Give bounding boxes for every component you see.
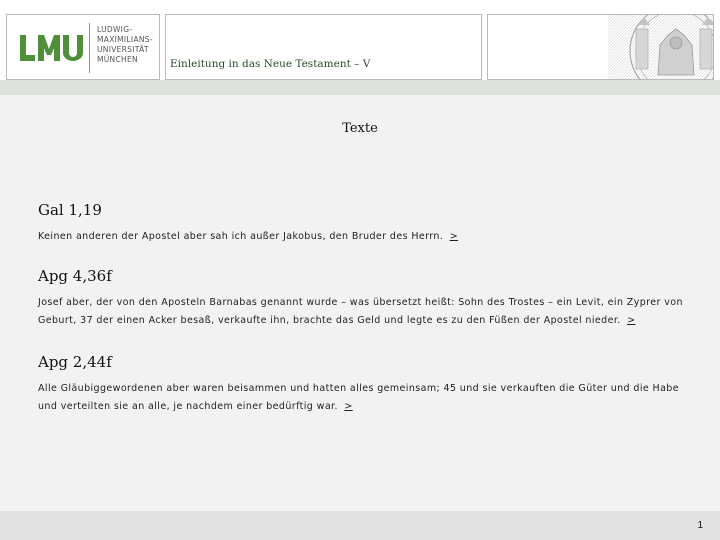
- university-seal-icon: [488, 15, 714, 80]
- slide-content: [0, 95, 720, 511]
- lmu-logo-mark: [18, 25, 84, 69]
- section-link-apg-4[interactable]: >: [627, 315, 636, 326]
- section-text-apg-4: [38, 294, 688, 330]
- section-link-apg-2[interactable]: >: [344, 401, 353, 412]
- footer: [0, 511, 720, 540]
- section-text: Alle Gläubiggewordenen aber waren beisammen und hatten alles gemeinsam; 45 und sie verkauften die Güter und die Habe und verteilten sie an alle, je nachdem einer bedürftig war.: [38, 383, 679, 412]
- section-text-gal: [38, 228, 688, 246]
- course-title: Einleitung in das Neue Testament – V: [170, 58, 371, 70]
- section-link-gal[interactable]: >: [449, 231, 459, 242]
- page-title: Texte: [342, 121, 378, 136]
- logo-divider: [89, 23, 90, 73]
- section-title-gal: Gal 1,19: [38, 201, 102, 219]
- section-title-apg-4: Apg 4,36f: [38, 267, 112, 285]
- page-number: 1: [697, 520, 703, 531]
- seal-box: [487, 14, 714, 80]
- university-logo[interactable]: [6, 14, 160, 80]
- course-title-box: [165, 14, 482, 80]
- section-text: Josef aber, der von den Aposteln Barnabas genannt wurde – was übersetzt heißt: Sohn des Trostes – ein Levit, ein Zyprer von Geburt, 37 der einen Acker besaß, verkaufte ihn, brachte das Geld und legte es zu den Füßen der Apostel nieder.: [38, 297, 683, 326]
- section-text: Keinen anderen der Apostel aber sah ich außer Jakobus, den Bruder des Herrn.: [38, 231, 444, 242]
- header-bar: [0, 80, 720, 95]
- section-title-apg-2: Apg 2,44f: [38, 353, 112, 371]
- logo-text: LUDWIG- MAXIMILIANS- UNIVERSITÄT MÜNCHEN: [97, 25, 153, 64]
- section-text-apg-2: [38, 380, 688, 416]
